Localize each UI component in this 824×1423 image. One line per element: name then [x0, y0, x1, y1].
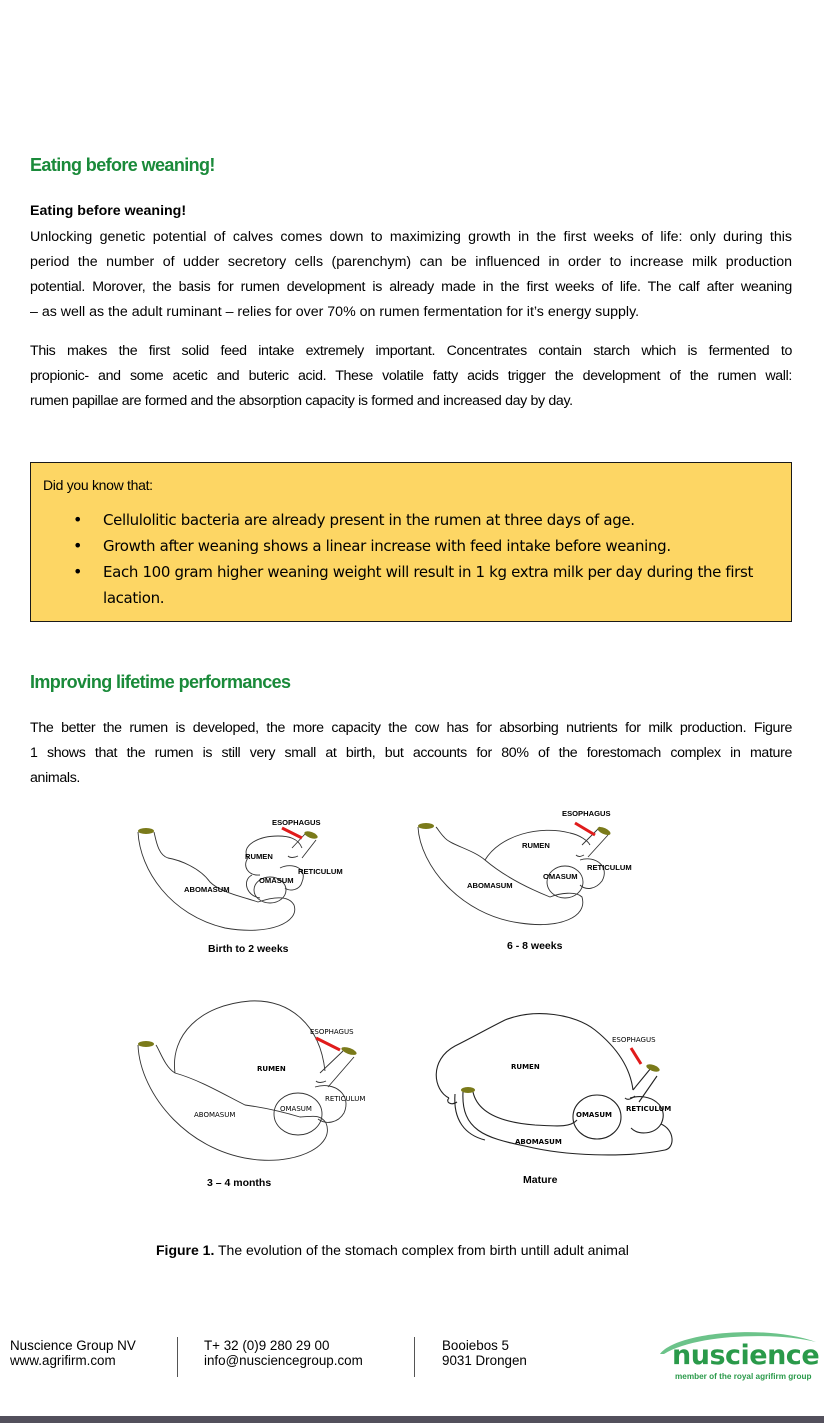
label-reticulum: RETICULUM — [587, 863, 632, 872]
paragraph-line: 1 shows that the rumen is still very small at birth, but accounts for 80% of the forestomach complex in mature — [30, 745, 792, 761]
paragraph-line: rumen papillae are formed and the absorption capacity is formed and increased day by day. — [30, 393, 573, 409]
paragraph-line: – as well as the adult ruminant – relies for over 70% on rumen fermentation for it’s energy supply. — [30, 304, 640, 320]
figure-panel-6-8-weeks — [410, 805, 650, 955]
label-rumen: RUMEN — [522, 841, 550, 850]
callout-item — [73, 559, 783, 611]
figure-panel-mature — [425, 1010, 685, 1190]
label-esophagus: ESOPHAGUS — [310, 1028, 354, 1036]
page-bottom-bar — [0, 1416, 824, 1423]
figure-panel-3-4-months — [130, 995, 370, 1195]
label-esophagus: ESOPHAGUS — [272, 818, 321, 827]
paragraph-line: Unlocking genetic potential of calves comes down to maximizing growth in the first weeks of life: only during this — [30, 229, 792, 245]
logo-wordmark: nuscience — [672, 1340, 820, 1371]
figure-panel-birth-to-2-weeks — [130, 810, 360, 960]
panel-caption: 6 - 8 weeks — [507, 940, 563, 952]
footer-email-link[interactable]: info@nusciencegroup.com — [204, 1353, 363, 1368]
footer-city: 9031 Drongen — [442, 1353, 527, 1368]
callout-item-text: Each 100 gram higher weaning weight will result in 1 kg extra milk per day during the first lacation. — [103, 563, 753, 607]
callout-item — [73, 533, 783, 559]
tube-tip-icon — [138, 828, 154, 834]
label-omasum: OMASUM — [543, 872, 578, 881]
label-rumen: RUMEN — [257, 1065, 286, 1073]
panel-caption: Birth to 2 weeks — [208, 943, 289, 955]
label-omasum: OMASUM — [576, 1111, 613, 1119]
bullet-icon: • — [73, 536, 83, 555]
paragraph-line: potential. Morover, the basis for rumen development is already made in the first weeks of life. The calf after weaning — [30, 279, 792, 295]
paragraph-line: The better the rumen is developed, the more capacity the cow has for absorbing nutrients for milk production. Figure — [30, 720, 792, 736]
label-reticulum: RETICULUM — [298, 867, 343, 876]
panel-caption: Mature — [523, 1174, 558, 1186]
label-esophagus: ESOPHAGUS — [562, 809, 611, 818]
esophagus-arrow-icon — [575, 823, 595, 835]
label-omasum: OMASUM — [280, 1105, 312, 1113]
footer-divider — [414, 1337, 415, 1377]
label-rumen: RUMEN — [245, 852, 273, 861]
paragraph-line: This makes the first solid feed intake extremely important. Concentrates contain starch which is fermented to — [30, 343, 792, 359]
figure-caption-text: The evolution of the stomach complex from birth untill adult animal — [214, 1242, 629, 1258]
label-abomasum: ABOMASUM — [184, 885, 230, 894]
bullet-icon: • — [73, 562, 83, 581]
paragraph-rumen-capacity — [30, 716, 792, 791]
callout-item-text: Growth after weaning shows a linear increase with feed intake before weaning. — [103, 537, 671, 555]
footer-street: Booiebos 5 — [442, 1338, 510, 1353]
callout-item-text: Cellulolitic bacteria are already present in the rumen at three days of age. — [103, 511, 635, 529]
label-abomasum: ABOMASUM — [515, 1138, 562, 1146]
figure-caption-label: Figure 1. — [156, 1242, 215, 1258]
callout-title: Did you know that: — [43, 477, 153, 493]
paragraph-line: animals. — [30, 770, 81, 786]
section-heading-eating-before-weaning: Eating before weaning! — [30, 155, 215, 175]
bullet-icon: • — [73, 510, 83, 529]
nuscience-logo — [656, 1326, 821, 1386]
label-abomasum: ABOMASUM — [194, 1111, 236, 1119]
esophagus-arrow-icon — [631, 1048, 641, 1064]
figure-caption — [156, 1242, 629, 1258]
callout-item — [73, 507, 783, 533]
paragraph-line: period the number of udder secretory cells (parenchym) can be influenced in order to increase milk production — [30, 254, 792, 270]
label-omasum: OMASUM — [259, 876, 294, 885]
footer-company-name: Nuscience Group NV — [10, 1338, 136, 1353]
panel-caption: 3 – 4 months — [207, 1177, 272, 1189]
paragraph-line: propionic- and some acetic and buteric acid. These volatile fatty acids trigger the development of the rumen wall: — [30, 368, 792, 384]
section-heading-lifetime-performances: Improving lifetime performances — [30, 672, 291, 692]
label-reticulum: RETICULUM — [325, 1095, 366, 1103]
stomach-diagram-birth — [130, 810, 360, 960]
footer-website-link[interactable]: www.agrifirm.com — [10, 1353, 116, 1368]
footer-company — [10, 1338, 136, 1368]
label-esophagus: ESOPHAGUS — [612, 1036, 656, 1044]
label-abomasum: ABOMASUM — [467, 881, 513, 890]
footer-divider — [177, 1337, 178, 1377]
subheading-eating-before-weaning: Eating before weaning! — [30, 203, 187, 219]
footer-contact — [204, 1338, 363, 1368]
paragraph-solid-feed — [30, 339, 792, 414]
did-you-know-callout — [30, 462, 792, 622]
paragraph-genetic-potential — [30, 225, 792, 325]
logo-tagline: member of the royal agrifirm group — [675, 1372, 812, 1381]
footer-phone: T+ 32 (0)9 280 29 00 — [204, 1338, 330, 1353]
label-reticulum: RETICULUM — [626, 1105, 672, 1113]
footer-address — [442, 1338, 527, 1368]
stomach-diagram-6-8-weeks — [410, 805, 650, 955]
label-rumen: RUMEN — [511, 1063, 540, 1071]
callout-list — [31, 507, 793, 611]
